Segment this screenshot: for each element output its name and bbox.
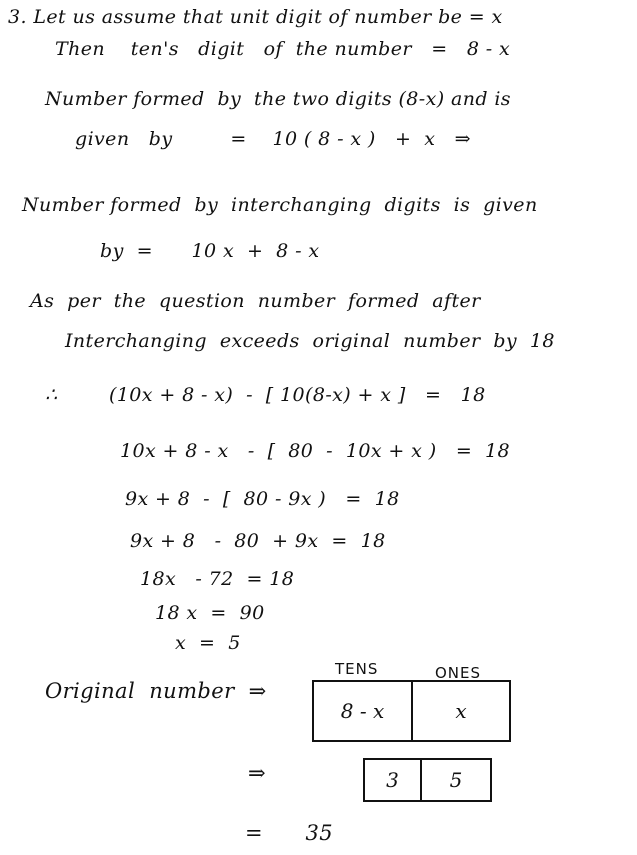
- table-header-tens: TENS: [335, 660, 379, 678]
- equation-step-1: ∴ (10x + 8 - x) - [ 10(8-x) + x ] = 18: [45, 384, 486, 406]
- equation-solution-x: x = 5: [175, 632, 241, 654]
- final-answer: = 35: [245, 821, 333, 845]
- tens-cell: 8 - x: [340, 699, 385, 723]
- line-exceeds-by-18: Interchanging exceeds original number by 18: [65, 330, 555, 352]
- line-interchanging-digits: Number formed by interchanging digits is given: [22, 194, 538, 216]
- equation-step-3: 9x + 8 - [ 80 - 9x ) = 18: [125, 488, 400, 510]
- line-given-by-expression: given by = 10 ( 8 - x ) + x ⇒: [75, 128, 471, 150]
- equation-step-2: 10x + 8 - x - [ 80 - 10x + x ) = 18: [120, 440, 511, 462]
- equation-step-6: 18 x = 90: [155, 602, 265, 624]
- equation-step-5: 18x - 72 = 18: [140, 568, 295, 590]
- result-table: [363, 758, 492, 802]
- implies-arrow: ⇒: [248, 761, 266, 785]
- table-header-ones: ONES: [435, 664, 482, 682]
- line-tens-digit: Then ten's digit of the number = 8 - x: [55, 38, 511, 60]
- line-original-number: Original number ⇒: [45, 679, 267, 703]
- line-assume-unit-digit: 3. Let us assume that unit digit of number be = x: [8, 6, 503, 28]
- line-as-per-question: As per the question number formed after: [30, 290, 481, 312]
- ones-cell: x: [411, 682, 509, 740]
- result-tens-cell: 3: [386, 768, 399, 792]
- equation-step-4: 9x + 8 - 80 + 9x = 18: [130, 530, 386, 552]
- result-ones-cell: 5: [420, 760, 490, 800]
- line-number-formed: Number formed by the two digits (8-x) and is: [45, 88, 511, 110]
- place-value-table: [312, 680, 511, 742]
- line-interchanged-expression: by = 10 x + 8 - x: [100, 240, 320, 262]
